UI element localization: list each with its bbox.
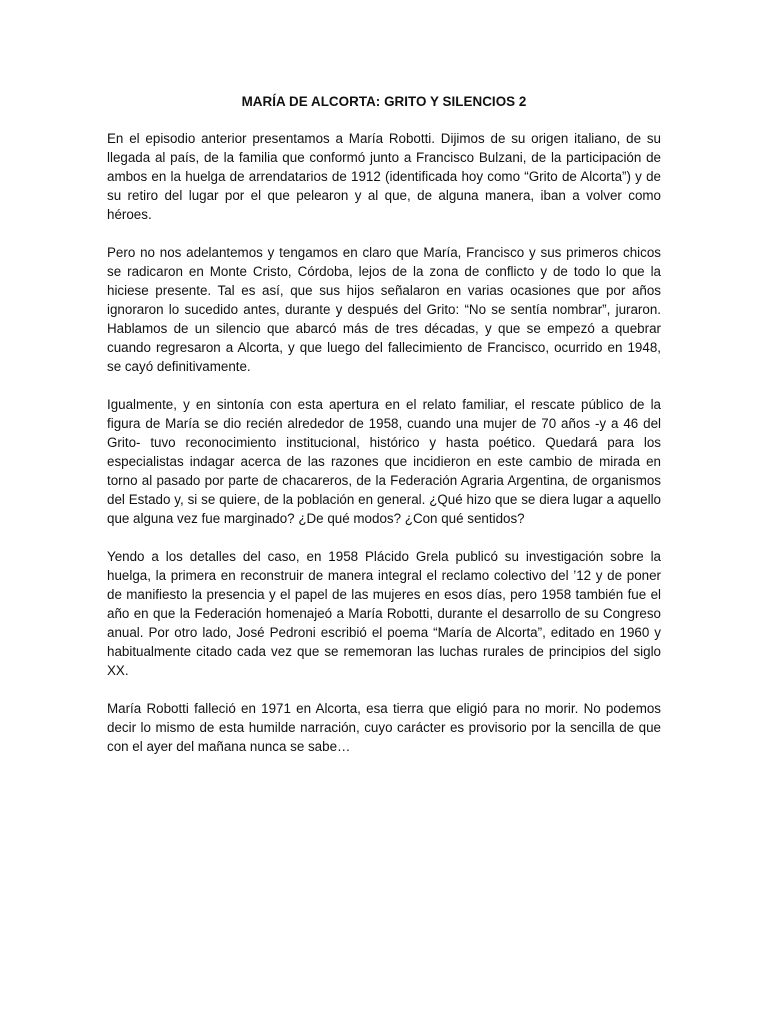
paragraph-4: Yendo a los detalles del caso, en 1958 Plácido Grela publicó su investigación sobre la huelga, la primera en reconstruir de manera integral el reclamo colectivo del ’12 y de poner de manifiesto la presencia y el papel de las mujeres en esos días, pero 1958 también fue el año en que la Federación homenajeó a María Robotti, durante el desarrollo de su Congreso anual. Por otro lado, José Pedroni escribió el poema “María de Alcorta”, editado en 1960 y habitualmente citado cada vez que se rememoran las luchas rurales de principios del siglo XX. xyxy=(107,549,661,678)
paragraph-5: María Robotti falleció en 1971 en Alcorta, esa tierra que eligió para no morir. No podemos decir lo mismo de esta humilde narración, cuyo carácter es provisorio por la sencilla de que con el ayer del mañana nunca se sabe… xyxy=(107,701,661,754)
document-page xyxy=(107,92,661,775)
paragraph-1: En el episodio anterior presentamos a María Robotti. Dijimos de su origen italiano, de su llegada al país, de la familia que conformó junto a Francisco Bulzani, de la participación de ambos en la huelga de arrendatarios de 1912 (identificada hoy como “Grito de Alcorta”) y de su retiro del lugar por el que pelearon y al que, de alguna manera, iban a volver como héroes. xyxy=(107,131,661,222)
paragraph-2: Pero no nos adelantemos y tengamos en claro que María, Francisco y sus primeros chicos se radicaron en Monte Cristo, Córdoba, lejos de la zona de conflicto y de todo lo que la hiciese presente. Tal es así, que sus hijos señalaron en varias ocasiones que por años ignoraron lo sucedido antes, durante y después del Grito: “No se sentía nombrar”, juraron. Hablamos de un silencio que abarcó más de tres décadas, y que se empezó a quebrar cuando regresaron a Alcorta, y que luego del fallecimiento de Francisco, ocurrido en 1948, se cayó definitivamente. xyxy=(107,245,661,374)
document-title: MARÍA DE ALCORTA: GRITO Y SILENCIOS 2 xyxy=(241,94,527,109)
paragraph-3: Igualmente, y en sintonía con esta apertura en el relato familiar, el rescate público de la figura de María se dio recién alrededor de 1958, cuando una mujer de 70 años -y a 46 del Grito- tuvo reconocimiento institucional, histórico y hasta poético. Quedará para los especialistas indagar acerca de las razones que incidieron en este cambio de mirada en torno al pasado por parte de chacareros, de la Federación Agraria Argentina, de organismos del Estado y, si se quiere, de la población en general. ¿Qué hizo que se diera lugar a aquello que alguna vez fue marginado? ¿De qué modos? ¿Con qué sentidos? xyxy=(107,397,661,526)
